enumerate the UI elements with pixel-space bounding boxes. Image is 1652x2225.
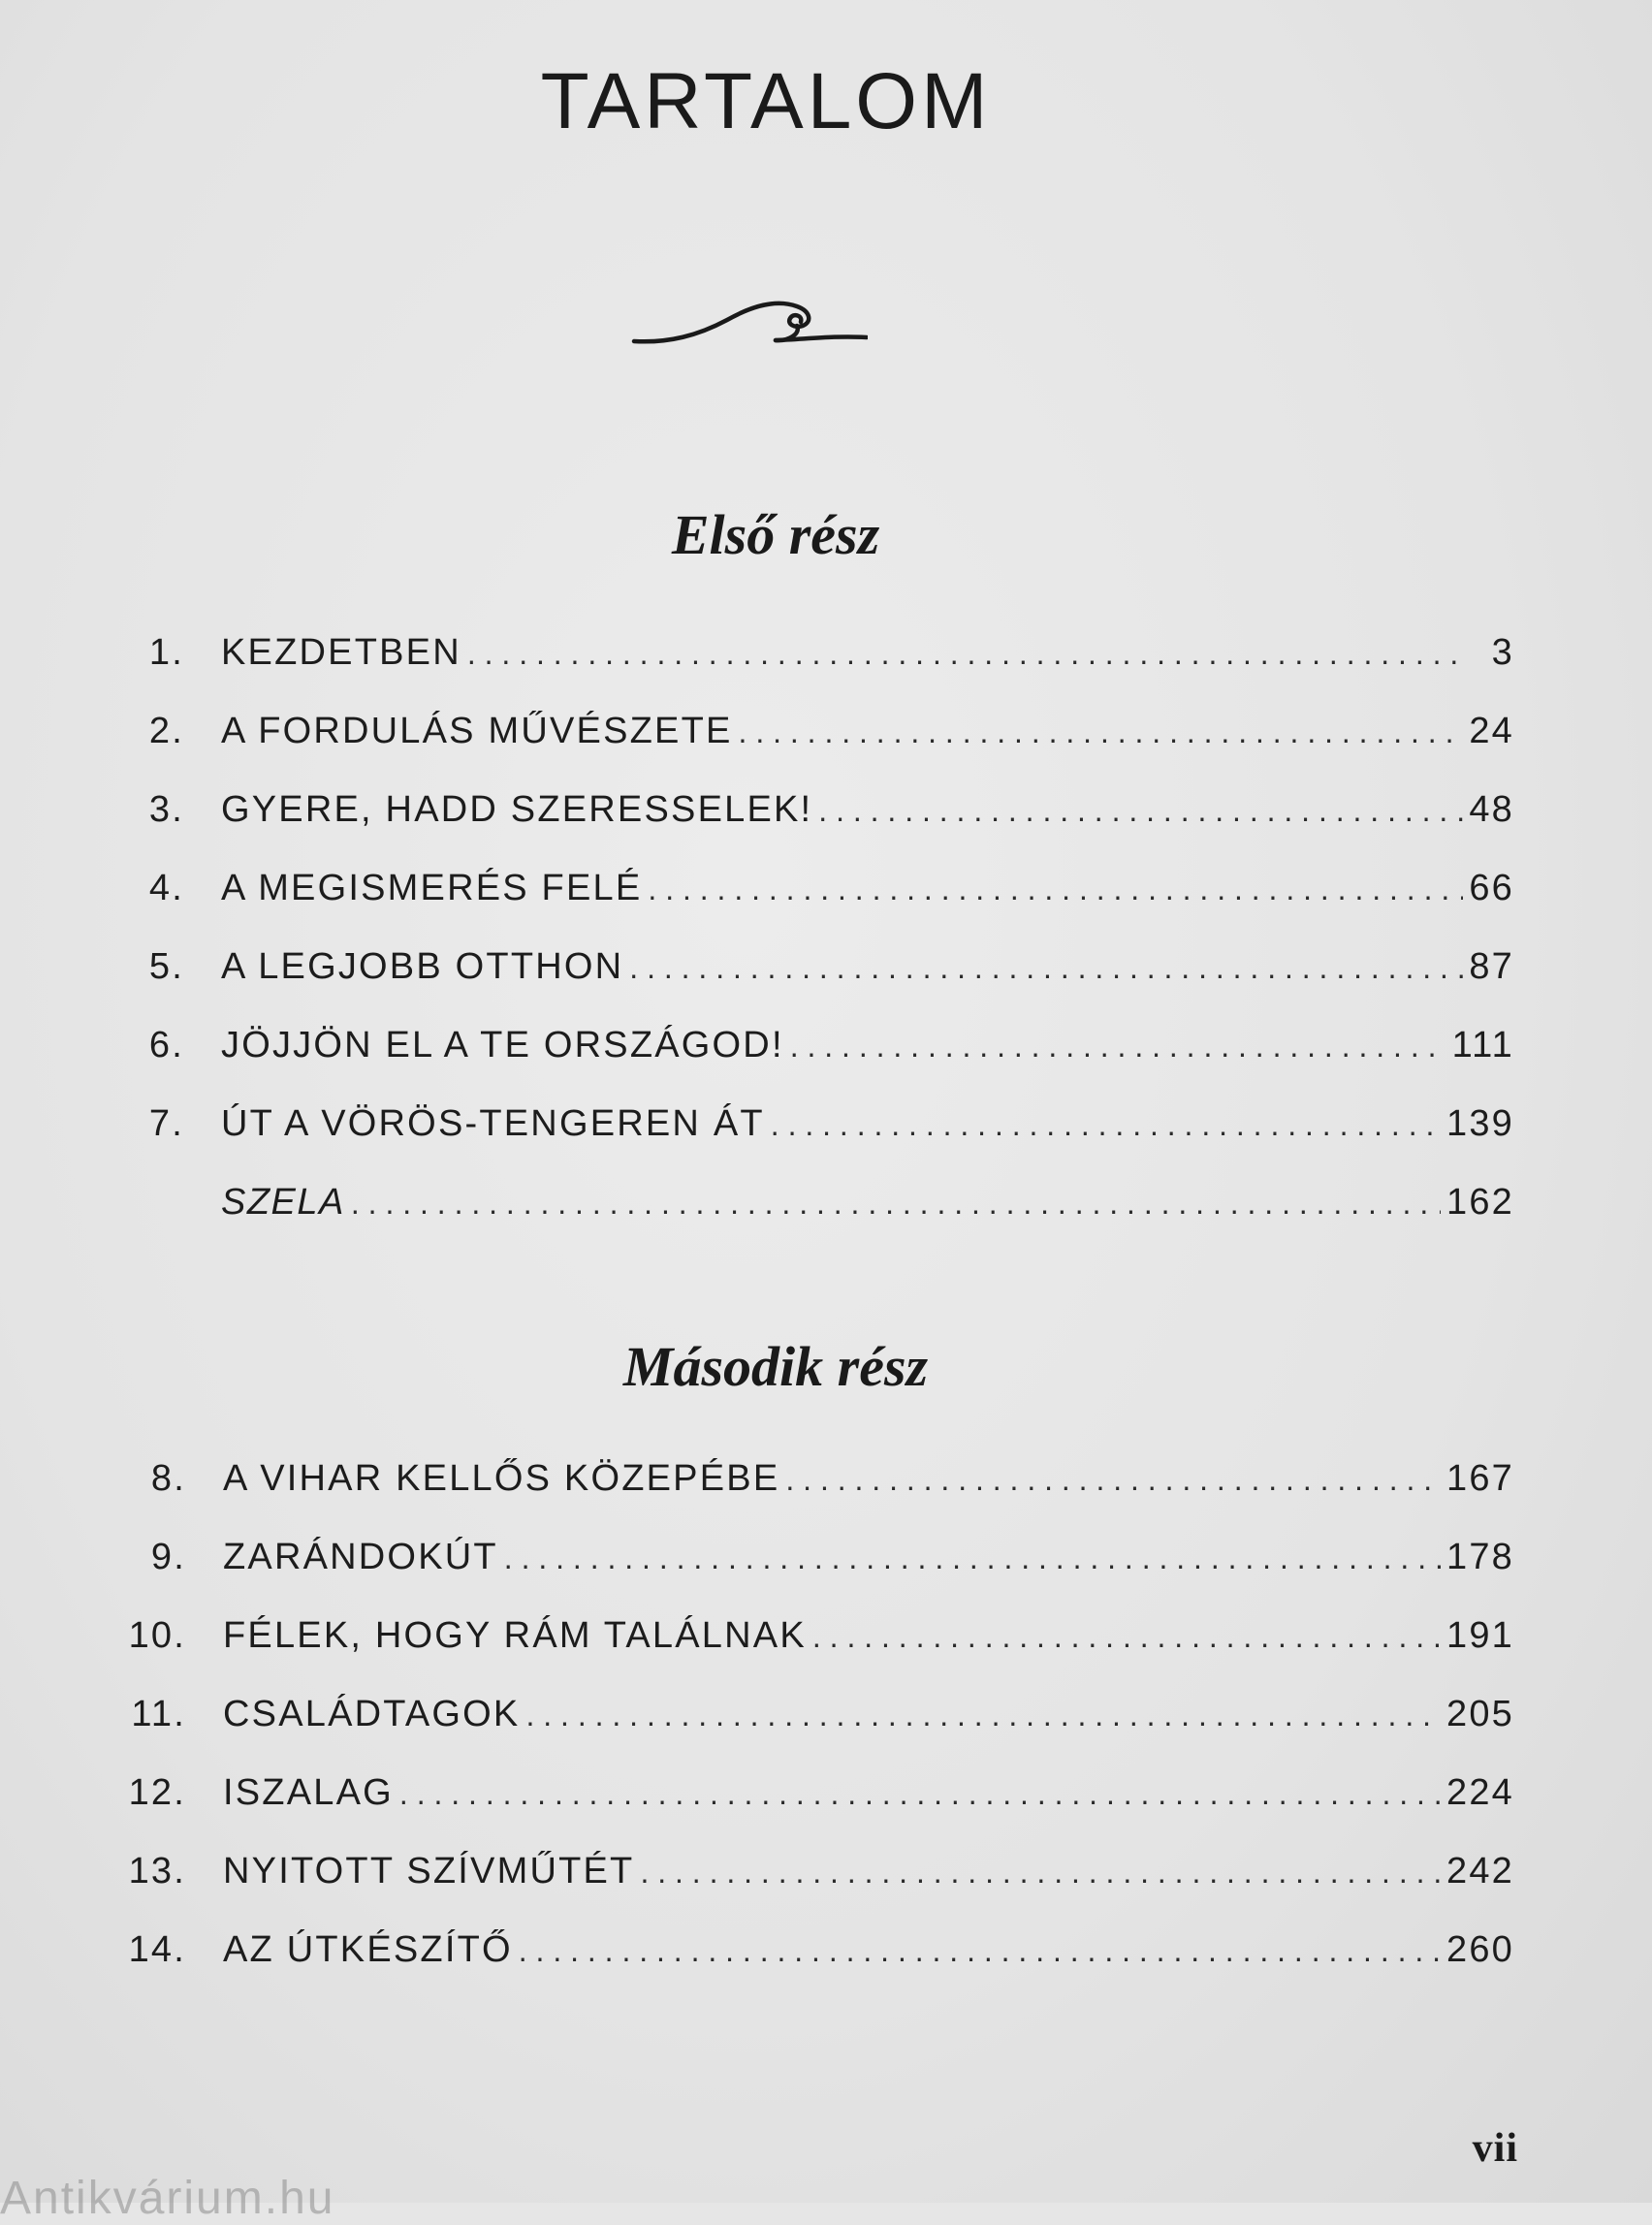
toc-entry-number: 12. bbox=[128, 1772, 186, 1813]
part-heading-first: Első rész bbox=[671, 503, 880, 566]
part-heading-second: Második rész bbox=[622, 1335, 929, 1398]
toc-entry-title: JÖJJÖN EL A TE ORSZÁGOD! bbox=[221, 1025, 784, 1065]
dot-leader bbox=[648, 872, 1463, 907]
dot-leader bbox=[739, 715, 1464, 750]
toc-list-first-part bbox=[97, 632, 1514, 1260]
dot-leader bbox=[399, 1776, 1441, 1812]
toc-entry-page: 167 bbox=[1446, 1458, 1514, 1499]
toc-entry-number: 11. bbox=[131, 1694, 186, 1734]
toc-entry-number: 7. bbox=[148, 1103, 184, 1144]
toc-entry-title: NYITOTT SZÍVMŰTÉT bbox=[223, 1851, 635, 1891]
toc-entry[interactable] bbox=[97, 1694, 1514, 1772]
dot-leader bbox=[785, 1462, 1441, 1498]
toc-entry-number: 4. bbox=[148, 868, 184, 908]
dot-leader bbox=[351, 1186, 1441, 1222]
toc-entry-title: CSALÁDTAGOK bbox=[223, 1694, 521, 1734]
toc-entry-number: 3. bbox=[148, 789, 184, 830]
toc-entry-number: 5. bbox=[148, 946, 184, 987]
toc-entry-title: AZ ÚTKÉSZÍTŐ bbox=[223, 1929, 513, 1970]
toc-entry-page: 48 bbox=[1469, 789, 1514, 830]
toc-entry-number: 8. bbox=[150, 1458, 186, 1499]
toc-entry-title: SZELA bbox=[221, 1182, 345, 1223]
toc-entry-page: 162 bbox=[1446, 1182, 1514, 1223]
dot-leader bbox=[771, 1107, 1441, 1143]
toc-entry[interactable] bbox=[97, 1615, 1514, 1694]
toc-entry[interactable] bbox=[97, 1851, 1514, 1929]
watermark: Antikvárium.hu bbox=[0, 2173, 335, 2224]
toc-entry-page: 66 bbox=[1469, 868, 1514, 908]
toc-entry[interactable] bbox=[97, 1103, 1514, 1182]
toc-list-second-part bbox=[97, 1458, 1514, 2008]
dot-leader bbox=[812, 1619, 1441, 1655]
toc-entry-number: 2. bbox=[148, 711, 184, 751]
toc-entry-page: 205 bbox=[1446, 1694, 1514, 1734]
toc-entry-page: 3 bbox=[1491, 632, 1514, 673]
toc-entry-number: 9. bbox=[150, 1537, 186, 1577]
dot-leader bbox=[525, 1698, 1441, 1733]
toc-entry[interactable] bbox=[97, 946, 1514, 1025]
toc-entry[interactable] bbox=[97, 1772, 1514, 1851]
dot-leader bbox=[629, 950, 1463, 986]
toc-entry-title: ÚT A VÖRÖS-TENGEREN ÁT bbox=[221, 1103, 765, 1144]
toc-entry[interactable] bbox=[97, 632, 1514, 711]
toc-entry[interactable] bbox=[97, 868, 1514, 946]
toc-entry-page: 87 bbox=[1469, 946, 1514, 987]
dot-leader bbox=[790, 1029, 1446, 1065]
dot-leader bbox=[504, 1541, 1441, 1576]
toc-entry-page: 242 bbox=[1446, 1851, 1514, 1891]
toc-entry-page: 111 bbox=[1451, 1025, 1514, 1065]
toc-entry-title: A FORDULÁS MŰVÉSZETE bbox=[221, 711, 733, 751]
toc-entry-number: 10. bbox=[128, 1615, 186, 1656]
toc-entry-page: 178 bbox=[1446, 1537, 1514, 1577]
toc-entry-page: 139 bbox=[1446, 1103, 1514, 1144]
toc-entry[interactable] bbox=[97, 1458, 1514, 1537]
toc-entry-title: KEZDETBEN bbox=[221, 632, 461, 673]
dot-leader bbox=[519, 1933, 1441, 1969]
toc-entry-page: 24 bbox=[1469, 711, 1514, 751]
toc-entry-number: 6. bbox=[148, 1025, 184, 1065]
toc-entry-page: 191 bbox=[1446, 1615, 1514, 1656]
toc-entry-page: 260 bbox=[1446, 1929, 1514, 1970]
page-title: TARTALOM bbox=[540, 57, 992, 145]
toc-entry-number: 1. bbox=[148, 632, 184, 673]
toc-entry[interactable] bbox=[97, 1025, 1514, 1103]
toc-entry-title: A LEGJOBB OTTHON bbox=[221, 946, 624, 987]
toc-entry-title: ZARÁNDOKÚT bbox=[223, 1537, 498, 1577]
dot-leader bbox=[467, 636, 1470, 672]
toc-entry[interactable] bbox=[97, 1537, 1514, 1615]
toc-entry-title: A VIHAR KELLŐS KÖZEPÉBE bbox=[223, 1458, 780, 1499]
toc-entry-page: 224 bbox=[1446, 1772, 1514, 1813]
toc-entry-title: ISZALAG bbox=[223, 1772, 394, 1813]
dot-leader bbox=[640, 1855, 1441, 1891]
toc-entry[interactable] bbox=[97, 1929, 1514, 2008]
wave-ornament-icon bbox=[630, 287, 868, 355]
toc-entry[interactable] bbox=[97, 711, 1514, 789]
toc-entry[interactable] bbox=[97, 1182, 1514, 1260]
toc-entry-title: GYERE, HADD SZERESSELEK! bbox=[221, 789, 813, 830]
toc-entry-title: A MEGISMERÉS FELÉ bbox=[221, 868, 643, 908]
toc-entry-number: 13. bbox=[128, 1851, 186, 1891]
toc-entry[interactable] bbox=[97, 789, 1514, 868]
toc-entry-number: 14. bbox=[128, 1929, 186, 1970]
toc-entry-title: FÉLEK, HOGY RÁM TALÁLNAK bbox=[223, 1615, 807, 1656]
dot-leader bbox=[818, 793, 1463, 829]
page-number: vii bbox=[1472, 2126, 1518, 2171]
